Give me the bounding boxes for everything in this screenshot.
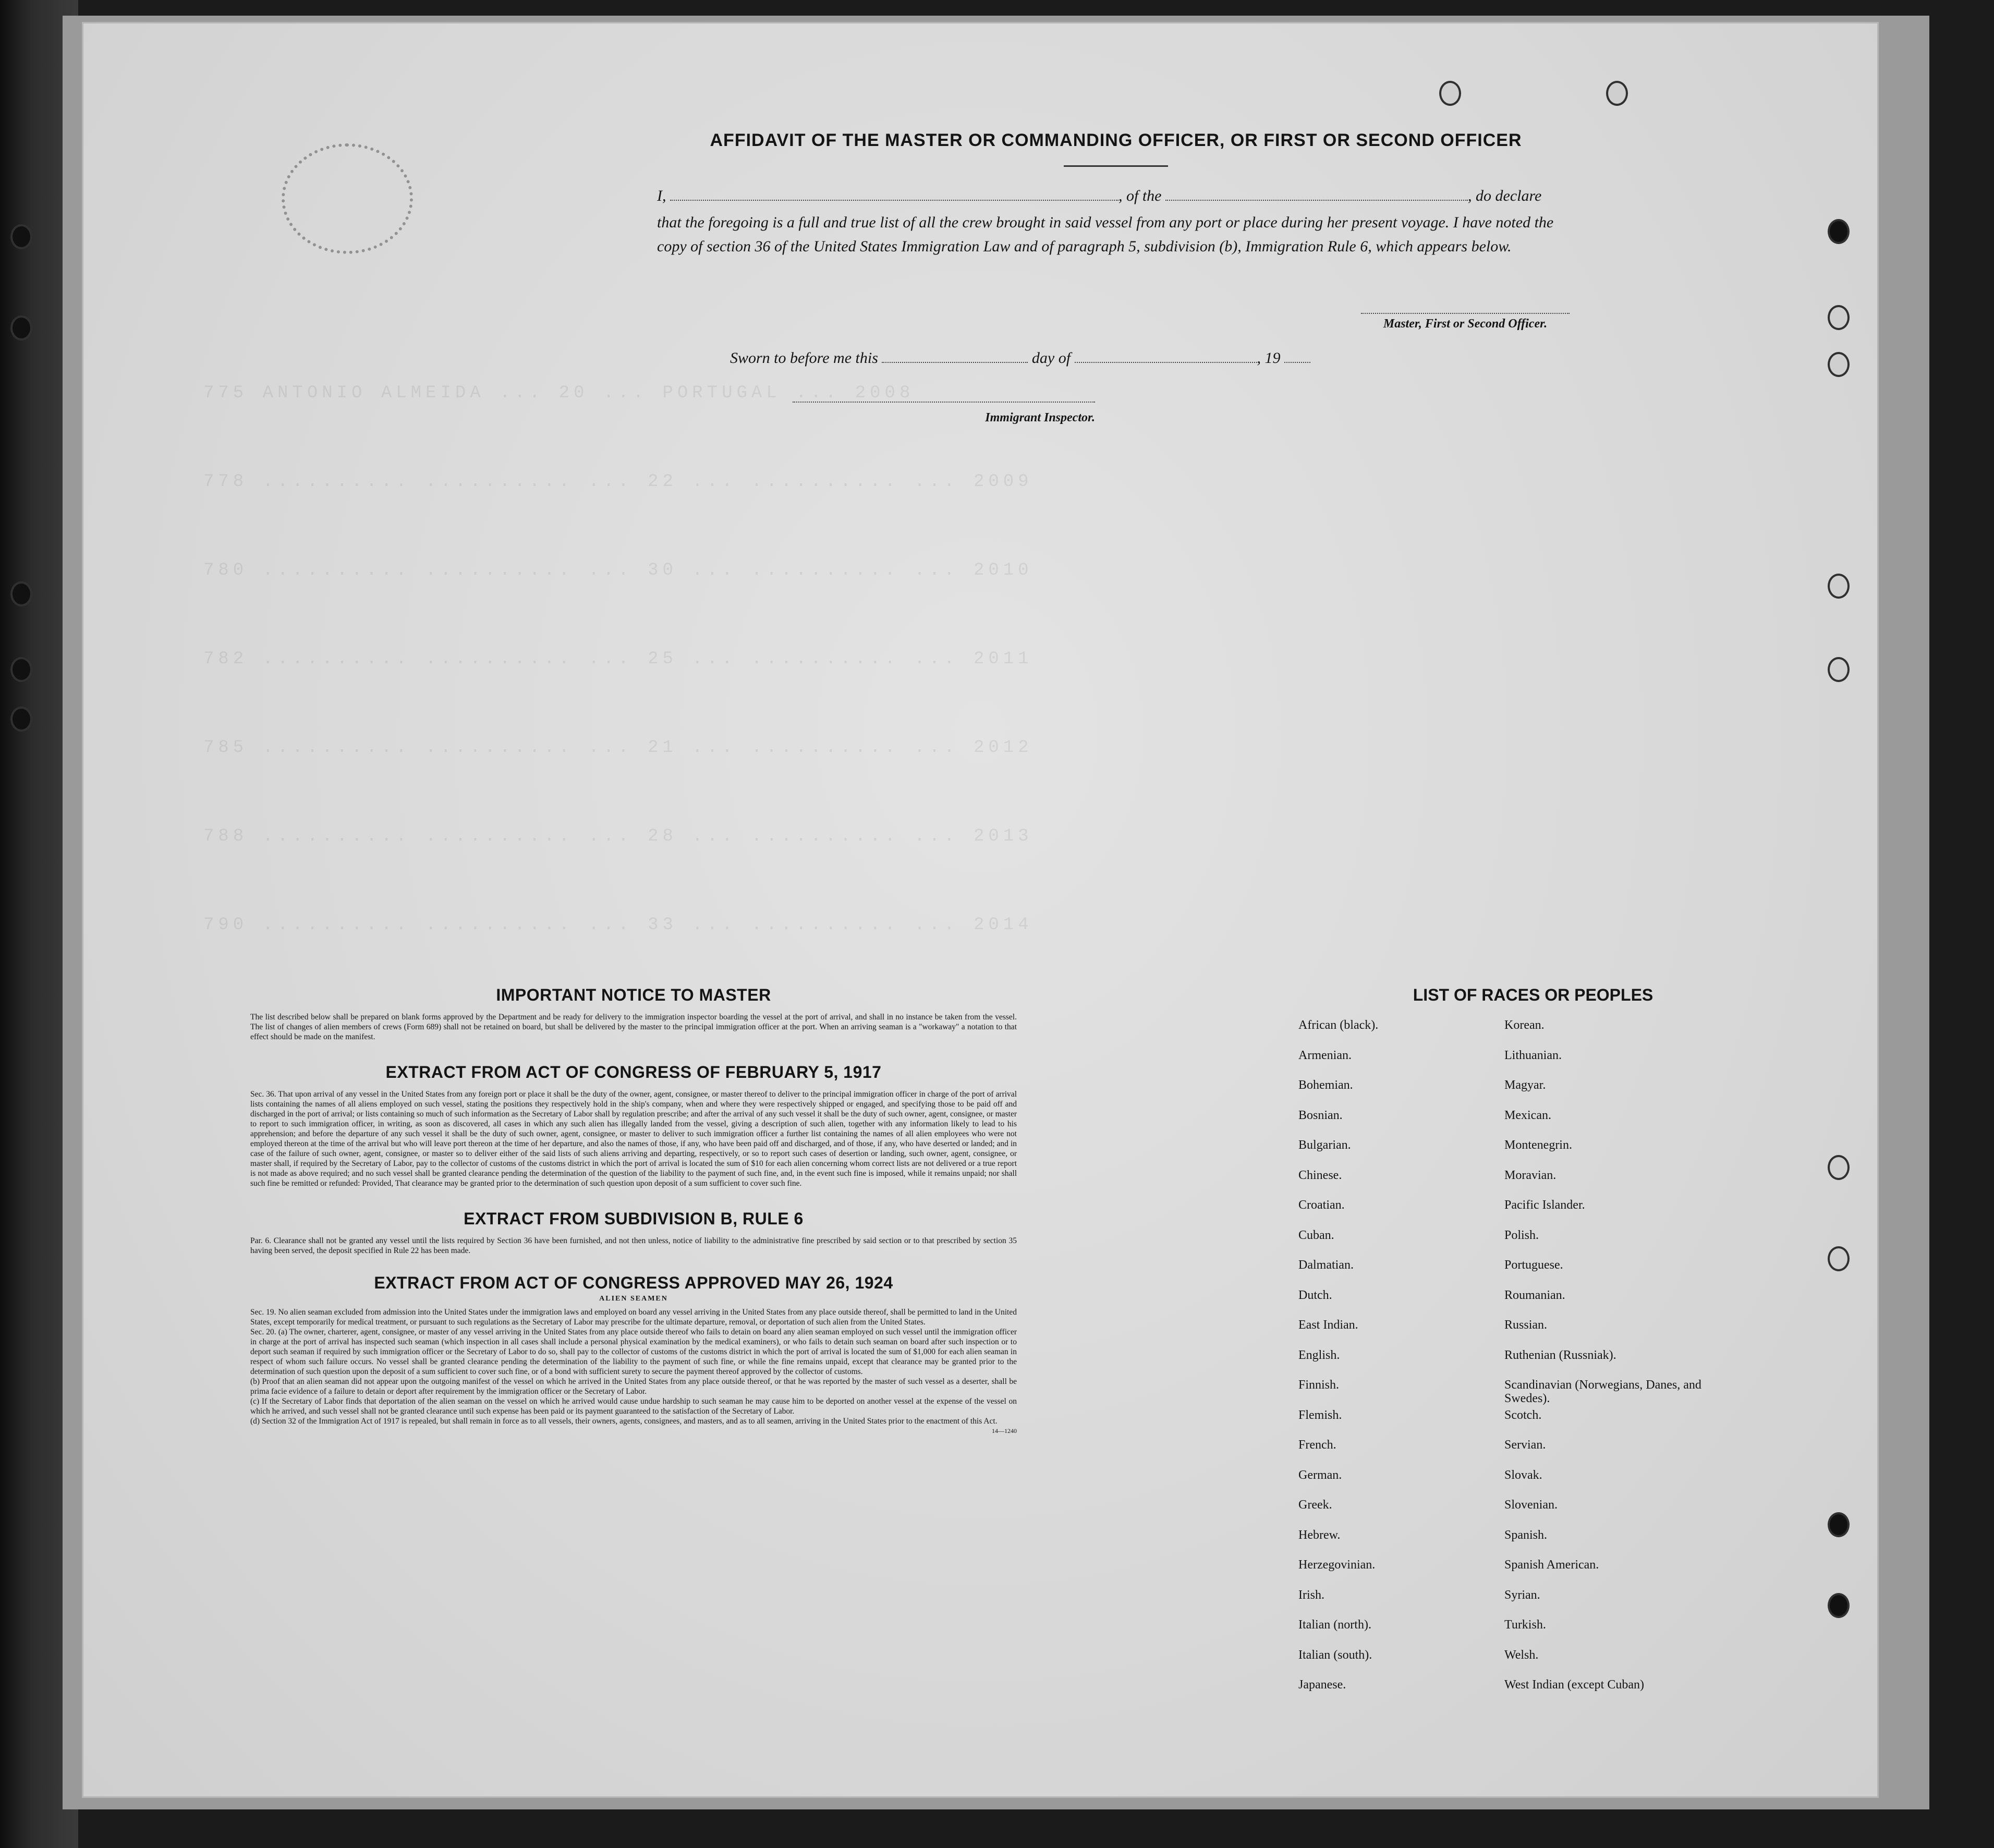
binder-hole-icon: [1828, 574, 1850, 599]
race-item: Spanish.: [1504, 1528, 1548, 1542]
race-item: Slovak.: [1504, 1468, 1542, 1482]
bleed-through-row: 790 .......... .......... ... 33 ... .......... ... 2014: [203, 915, 1033, 935]
race-item: Servian.: [1504, 1438, 1546, 1452]
race-item: Cuban.: [1298, 1228, 1334, 1242]
binder-hole-icon: [1828, 1593, 1850, 1618]
race-item: Welsh.: [1504, 1648, 1539, 1662]
race-item: Scandinavian (Norwegians, Danes, and Swedes).: [1504, 1378, 1701, 1405]
binder-hole-icon: [10, 707, 32, 732]
affidavit-body: that the foregoing is a full and true list of all the crew brought in said vessel from any port or place during her present voyage. I have noted the copy of section 36 of the United States Immigration Law and of paragraph 5, subdivision (b), Immigration Rule 6, which appears below.: [657, 214, 1554, 255]
race-item: Bosnian.: [1298, 1108, 1343, 1122]
affidavit-section: [657, 130, 1575, 424]
master-signature-field[interactable]: [1361, 313, 1570, 314]
vessel-name-field[interactable]: [1165, 188, 1468, 201]
officer-name-field[interactable]: [670, 188, 1118, 201]
binder-hole-icon: [10, 657, 32, 682]
binder-hole-icon: [1828, 352, 1850, 377]
extract-1924-paragraph: Sec. 19. No alien seaman excluded from admission into the United States under the immigration laws and employed on board any vessel arriving in the United States from any place outside thereof, shall be permitted to land in the United States, except temporarily for medical treatment, or pursuant to such regulations as the Secretary of Labor may prescribe for the ultimate departure, removal, or deportation of such alien from the United States.: [250, 1308, 1017, 1327]
race-item: East Indian.: [1298, 1318, 1358, 1332]
race-item: Croatian.: [1298, 1198, 1345, 1212]
race-item: West Indian (except Cuban): [1504, 1678, 1644, 1692]
extract-1924-paragraph: Sec. 20. (a) The owner, charterer, agent, consignee, or master of any vessel arriving in the United States from any place outside thereof who fails to detain on board any alien seaman employed on such vessel until the immigration officer in charge at the port of arrival has inspected such seaman (which inspection in all cases shall include a personal physical examination by the medical examiners), or who fails to detain such seaman on board after such inspection or to deport such seaman if required by such immigration officer or the Secretary of Labor to do so, shall pay to the collector of customs of the customs district in which the port of arrival is located the sum of $1,000 for each alien seaman in respect of whom such failure occurs. No vessel shall be granted clearance pending the determination of the liability to the payment of such fine, or while the fine remains unpaid, except that clearance may be granted prior to the determination of such question upon the deposit of a sum sufficient to cover such fine, or of a bond with sufficient surety to secure the payment thereof approved by the collector of customs.: [250, 1328, 1017, 1376]
legal-notices-column: [250, 986, 1017, 1435]
notice-title: IMPORTANT NOTICE TO MASTER: [496, 986, 771, 1004]
binder-hole-icon: [10, 581, 32, 606]
binder-hole-icon: [10, 315, 32, 341]
race-item: Italian (south).: [1298, 1648, 1372, 1662]
sworn-line: [730, 349, 1310, 367]
race-item: Moravian.: [1504, 1168, 1557, 1182]
bleed-through-row: 780 .......... .......... ... 30 ... .......... ... 2010: [203, 561, 1033, 580]
extract-rule6-text: Par. 6. Clearance shall not be granted any vessel until the lists required by Section 36 have been furnished, and not then unless, notice of liability to the administrative fine prescribed by said section or to that prescribed by section 35 having been served, the deposit specified in Rule 22 has been made.: [250, 1236, 1017, 1255]
race-item: Ruthenian (Russniak).: [1504, 1348, 1616, 1362]
bleed-through-row: 785 .......... .......... ... 21 ... .......... ... 2012: [203, 738, 1033, 758]
race-item: Finnish.: [1298, 1378, 1340, 1392]
bleed-through-row: 782 .......... .......... ... 25 ... .......... ... 2011: [203, 649, 1033, 669]
binder-hole-icon: [1828, 1512, 1850, 1537]
bleed-through-row: 788 .......... .......... ... 28 ... .......... ... 2013: [203, 826, 1033, 846]
race-item: Mexican.: [1504, 1108, 1551, 1122]
race-item: Hebrew.: [1298, 1528, 1341, 1542]
race-item: Bohemian.: [1298, 1078, 1353, 1092]
race-item: French.: [1298, 1438, 1336, 1452]
year-label: , 19: [1257, 349, 1281, 367]
race-item: Slovenian.: [1504, 1498, 1558, 1512]
extract-1924-title: EXTRACT FROM ACT OF CONGRESS APPROVED MAY 26, 1924: [374, 1273, 893, 1292]
extract-1917-title: EXTRACT FROM ACT OF CONGRESS OF FEBRUARY 5, 1917: [385, 1063, 882, 1081]
race-item: Japanese.: [1298, 1678, 1346, 1692]
binder-hole-icon: [1828, 1246, 1850, 1271]
stamp-seal: [282, 143, 413, 254]
race-item: Bulgarian.: [1298, 1138, 1351, 1152]
race-item: Greek.: [1298, 1498, 1332, 1512]
races-list-section: [1298, 986, 1768, 1708]
race-item: African (black).: [1298, 1018, 1379, 1032]
races-title: LIST OF RACES OR PEOPLES: [1413, 986, 1653, 1004]
i-label: I,: [657, 187, 666, 204]
bleed-through-row: 778 .......... .......... ... 22 ... .......... ... 2009: [203, 472, 1033, 492]
sworn-month-field[interactable]: [1075, 350, 1257, 363]
race-item: Armenian.: [1298, 1048, 1352, 1062]
master-signature-label: Master, First or Second Officer.: [1383, 317, 1548, 331]
race-item: Spanish American.: [1504, 1558, 1599, 1572]
race-item: Italian (north).: [1298, 1618, 1371, 1632]
day-of-label: day of: [1031, 349, 1071, 367]
extract-1924-paragraph: (b) Proof that an alien seaman did not appear upon the outgoing manifest of the vessel on which he arrived in the United States from any place outside thereof, or that he was reported by the master of such vessel as a deserter, shall be prima facie evidence of a failure to detain or deport after requirement by the immigration officer or the Secretary of Labor.: [250, 1377, 1017, 1396]
race-item: Russian.: [1504, 1318, 1548, 1332]
race-item: Pacific Islander.: [1504, 1198, 1585, 1212]
binder-hole-icon: [1606, 81, 1628, 106]
form-code: 14—1240: [992, 1427, 1017, 1434]
race-item: Lithuanian.: [1504, 1048, 1562, 1062]
bleed-through-row: 775 ANTONIO ALMEIDA ... 20 ... PORTUGAL ... 2008: [203, 383, 915, 403]
binder-hole-icon: [1828, 1155, 1850, 1180]
sworn-label: Sworn to before me this: [730, 349, 878, 367]
race-item: Flemish.: [1298, 1408, 1342, 1422]
race-item: Polish.: [1504, 1228, 1539, 1242]
race-item: Chinese.: [1298, 1168, 1342, 1182]
race-item: Montenegrin.: [1504, 1138, 1572, 1152]
race-item: Irish.: [1298, 1588, 1324, 1602]
notice-text: The list described below shall be prepared on blank forms approved by the Department and be ready for delivery to the immigration inspector boarding the vessel at the port of arrival, and shall in no instance be taken from the vessel. The list of changes of alien members of crews (Form 689) shall not be retained on board, but shall be delivered by the master to the principal immigration officer at the port. When an arriving seaman is a "workaway" a notation to that effect should be made on the manifest.: [250, 1013, 1017, 1041]
inspector-signature-block: [793, 402, 1095, 425]
race-item: Turkish.: [1504, 1618, 1546, 1632]
race-item: Magyar.: [1504, 1078, 1546, 1092]
race-item: German.: [1298, 1468, 1342, 1482]
declaration-line: [657, 185, 1575, 208]
race-item: Herzegovinian.: [1298, 1558, 1376, 1572]
extract-1924-paragraph: (c) If the Secretary of Labor finds that deportation of the alien seaman on the vessel on which he arrived would cause undue hardship to such seaman he may cause him to be deported on another vessel at the expense of the vessel on which he arrived, and such vessel shall not be granted clearance until such expense has been paid or its payment guaranteed to the satisfaction of the Secretary of Labor.: [250, 1397, 1017, 1416]
sworn-year-field[interactable]: [1284, 350, 1310, 363]
race-item: Syrian.: [1504, 1588, 1540, 1602]
races-grid: [1298, 1018, 1768, 1708]
of-the-label: , of the: [1118, 187, 1162, 204]
race-item: Korean.: [1504, 1018, 1545, 1032]
race-item: English.: [1298, 1348, 1340, 1362]
race-item: Scotch.: [1504, 1408, 1542, 1422]
inspector-label: Immigrant Inspector.: [985, 411, 1095, 424]
extract-rule6-title: EXTRACT FROM SUBDIVISION B, RULE 6: [464, 1209, 804, 1228]
affidavit-title: AFFIDAVIT OF THE MASTER OR COMMANDING OFFICER, OR FIRST OR SECOND OFFICER: [710, 130, 1522, 150]
binder-hole-icon: [10, 224, 32, 249]
extract-1924-paragraph: (d) Section 32 of the Immigration Act of 1917 is repealed, but shall remain in force as to all vessels, their owners, agents, consignees, and masters, and as to all seamen, arriving in the United States prior to the enactment of this Act.: [250, 1417, 998, 1426]
binder-hole-icon: [1828, 219, 1850, 244]
binder-hole-icon: [1828, 657, 1850, 682]
race-item: Roumanian.: [1504, 1288, 1565, 1302]
race-item: Dutch.: [1298, 1288, 1332, 1302]
race-item: Portuguese.: [1504, 1258, 1563, 1272]
race-item: Dalmatian.: [1298, 1258, 1354, 1272]
manifest-page: [83, 23, 1877, 1796]
alien-seamen-subtitle: ALIEN SEAMEN: [599, 1295, 668, 1303]
sworn-day-field[interactable]: [882, 350, 1028, 363]
inspector-signature-field[interactable]: [793, 402, 1095, 403]
extract-1917-text: Sec. 36. That upon arrival of any vessel in the United States from any foreign port or place it shall be the duty of the owner, agent, consignee, or master thereof to deliver to the principal immigration officer in charge of the port of arrival lists containing the names of all aliens employed on such vessel, stating the positions they respectively hold in the ship's company, when and where they were respectively shipped or engaged, and specifying those to be paid off and discharged in the port of arrival; or lists containing so much of such information as the Secretary of Labor shall by regulation prescribe; and after the arrival of any such vessel it shall be the duty of such owner, agent, consignee, or master to report to such immigration officer, in writing, as soon as discovered, all cases in which any such alien has illegally landed from the vessel, giving a description of such alien, together with any information likely to lead to his apprehension; and before the departure of any such vessel it shall be the duty of such owner, agent, consignee, or master to deliver to such immigration officer a further list containing the names of all alien employees who were not employed thereon at the time of the arrival but who will leave port thereon at the time of her departure, and also the names of those, if any, who have been paid off and discharged, and of those, if any, who have deserted or landed; and in case of the failure of such owner, agent, consignee, or master so to deliver either of the said lists of such aliens arriving and departing, respectively, or so to report such cases of desertion or landing, such owner, agent, consignee, or master shall, if required by the Secretary of Labor, pay to the collector of customs of the customs district in which the port of arrival is located the sum of $10 for each alien concerning whom correct lists are not delivered or a true report is not made as above required; and no such vessel shall be granted clearance pending the determination of the question of the liability to the payment of such fine, and, in the event such fine is imposed, while it remains unpaid; nor shall such fine be remitted or refunded: Provided, That clearance may be granted prior to the determination of such question upon deposit of a sum sufficient to cover such fine.: [250, 1090, 1017, 1188]
binder-hole-icon: [1439, 81, 1461, 106]
binder-hole-icon: [1828, 305, 1850, 330]
divider: [1064, 165, 1168, 167]
master-signature-block: [1356, 313, 1575, 331]
do-declare-label: , do declare: [1468, 187, 1542, 204]
